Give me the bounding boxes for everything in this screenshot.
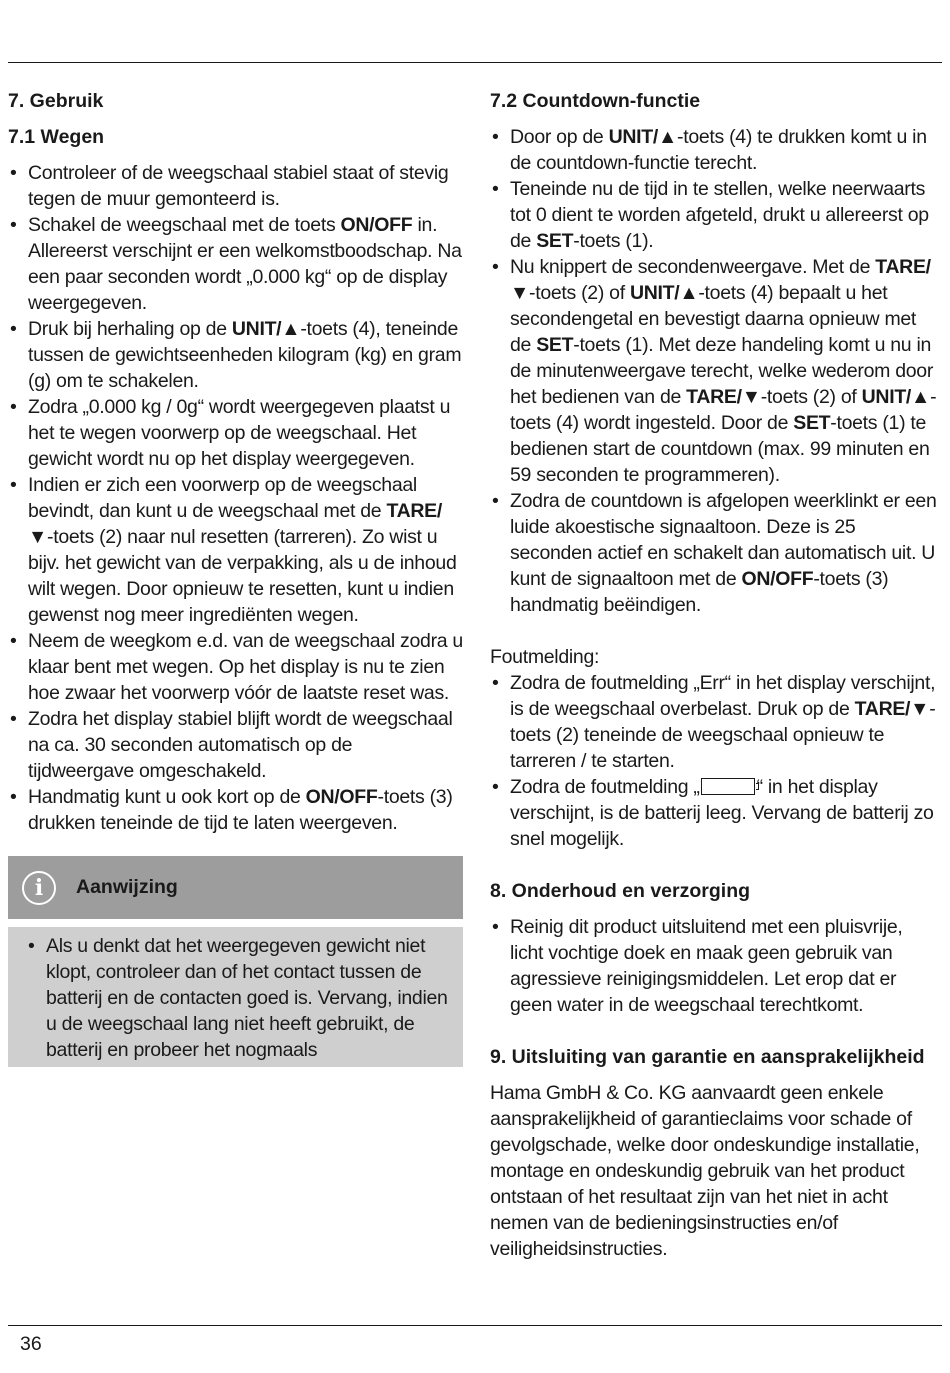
- note-text: • Als u denkt dat het weergegeven gewicht niet klopt, controleer dan of het contact tussen de batterij en de contacten goed is. Vervang, indien u de weegschaal lang niet heeft gebruikt, de batterij en probeer het nogmaals: [26, 933, 449, 1063]
- list-item: • Indien er zich een voorwerp op de weegschaal bevindt, dan kunt u de weegschaal met de TARE/▼-toets (2) naar nul resetten (tarreren). Zo wist u bijv. het gewicht van de verpakking, als u de inhoud wilt wegen. Door opnieuw te resetten, kunt u indien gewenst nog meer ingrediënten wegen.: [8, 472, 463, 628]
- list-item: • Zodra de foutmelding „ “ in het display verschijnt, is de batterij leeg. Vervang de batterij zo snel mogelijk.: [490, 774, 940, 852]
- section-title-gebruik: 7. Gebruik: [8, 90, 104, 112]
- weighing-list: [8, 160, 463, 836]
- note-header: [8, 856, 463, 919]
- list-item: • Controleer of de weegschaal stabiel staat of stevig tegen de muur gemonteerd is.: [8, 160, 463, 212]
- list-item: • Zodra „0.000 kg / 0g“ wordt weergegeven plaatst u het te wegen voorwerp op de weegschaal. Het gewicht wordt nu op het display weergegeven.: [8, 394, 463, 472]
- section-title-onderhoud: 8. Onderhoud en verzorging: [490, 880, 751, 902]
- warranty-text: Hama GmbH & Co. KG aanvaardt geen enkele aansprakelijkheid of garantieclaims voor schade of gevolgschade, welke door ondeskundige installatie, montage en ondeskundig gebruik van het product ontstaan of het resultaat zijn van het niet in acht nemen van de bedieningsinstructies en/of veiligheidsinstructies.: [490, 1082, 920, 1260]
- page-number: 36: [20, 1333, 42, 1355]
- error-list: [490, 670, 940, 852]
- list-item: • Reinig dit product uitsluitend met een pluisvrije, licht vochtige doek en maak geen gebruik van agressieve reinigingsmiddelen. Let erop dat er geen water in de weegschaal terechtkomt.: [490, 914, 940, 1018]
- countdown-list: [490, 124, 940, 618]
- error-label: Foutmelding:: [490, 646, 600, 668]
- list-item: • Schakel de weegschaal met de toets ON/OFF in. Allereerst verschijnt er een welkomstboodschap. Na een paar seconden wordt „0.000 kg“ op de display weergegeven.: [8, 212, 463, 316]
- list-item: • Zodra het display stabiel blijft wordt de weegschaal na ca. 30 seconden automatisch op de tijdweergave omgeschakeld.: [8, 706, 463, 784]
- list-item: • Zodra de countdown is afgelopen weerklinkt er een luide akoestische signaaltoon. Deze is 25 seconden actief en schakelt dan automatisch uit. U kunt de signaaltoon met de ON/OFF-toets (3) handmatig beëindigen.: [490, 488, 940, 618]
- bottom-rule: [8, 1325, 942, 1326]
- subsection-title-wegen: 7.1 Wegen: [8, 126, 105, 148]
- section-title-garantie: 9. Uitsluiting van garantie en aansprakelijkheid: [490, 1046, 925, 1068]
- list-item: • Teneinde nu de tijd in te stellen, welke neerwaarts tot 0 dient te worden afgeteld, drukt u allereerst op de SET-toets (1).: [490, 176, 940, 254]
- list-item: • Druk bij herhaling op de UNIT/▲-toets (4), teneinde tussen de gewichtseenheden kilogram (kg) en gram (g) om te schakelen.: [8, 316, 463, 394]
- list-item: • Handmatig kunt u ook kort op de ON/OFF-toets (3) drukken teneinde de tijd te laten weergeven.: [8, 784, 463, 836]
- list-item: • Door op de UNIT/▲-toets (4) te drukken komt u in de countdown-functie terecht.: [490, 124, 940, 176]
- left-column: [8, 88, 463, 1067]
- section-title-countdown: 7.2 Countdown-functie: [490, 90, 701, 112]
- list-item: • Nu knippert de secondenweergave. Met de TARE/▼-toets (2) of UNIT/▲-toets (4) bepaalt u het secondengetal en bevestigt daarna opnieuw met de SET-toets (1). Met deze handeling komt u nu in de minutenweergave terecht, welke wederom door het bedienen van de TARE/▼-toets (2) of UNIT/▲-toets (4) wordt ingesteld. Door de SET-toets (1) te bedienen start de countdown (max. 99 minuten en 59 seconden te programmeren).: [490, 254, 940, 488]
- top-rule: [8, 62, 942, 63]
- note-body: [8, 927, 463, 1067]
- note-title: Aanwijzing: [76, 876, 178, 898]
- info-icon: i: [22, 871, 56, 905]
- battery-empty-icon: [701, 778, 755, 795]
- list-item: • Neem de weegkom e.d. van de weegschaal zodra u klaar bent met wegen. Op het display is nu te zien hoe zwaar het voorwerp vóór de laatste reset was.: [8, 628, 463, 706]
- list-item: • Zodra de foutmelding „Err“ in het display verschijnt, is de weegschaal overbelast. Druk op de TARE/▼-toets (2) teneinde de weegschaal opnieuw te tarreren / te starten.: [490, 670, 940, 774]
- maintenance-list: [490, 914, 940, 1018]
- right-column: [490, 88, 940, 1262]
